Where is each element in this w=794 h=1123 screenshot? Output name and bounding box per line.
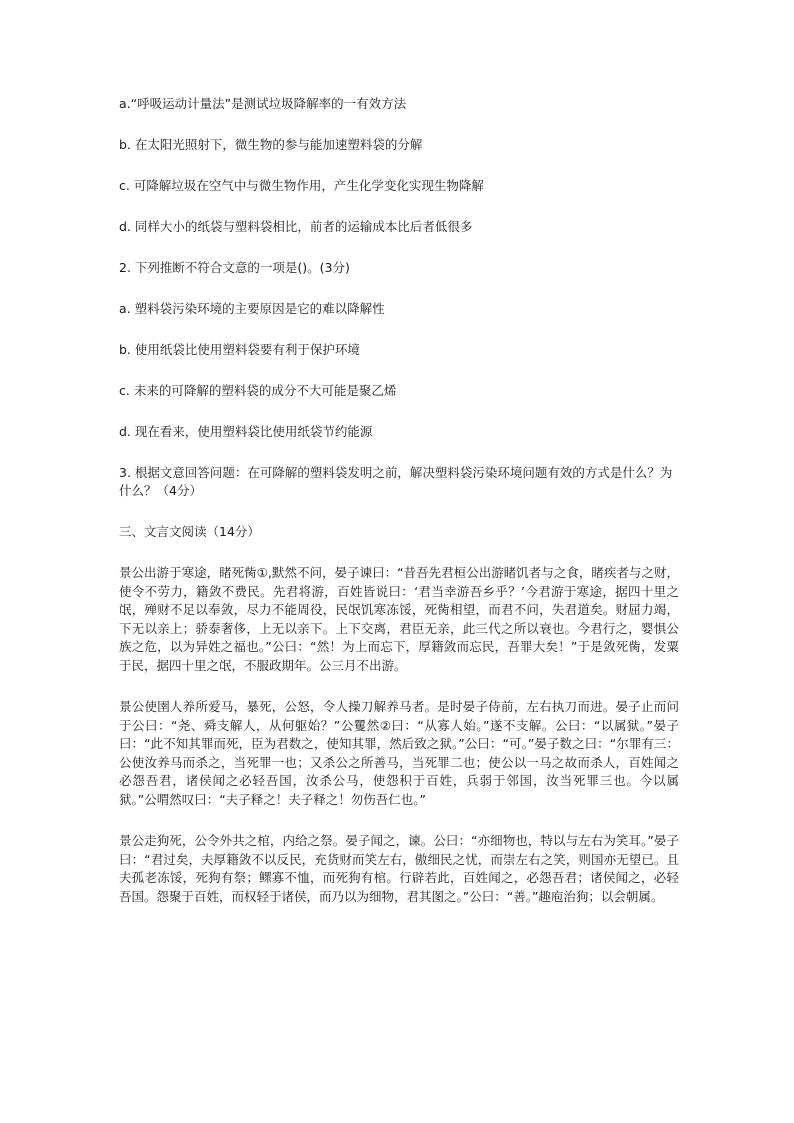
q3-stem: 3. 根据文意回答问题：在可降解的塑料袋发明之前，解决塑料袋污染环境问题有效的方式是什么？为什么？（4分） [119,465,673,498]
q2-option-b: b. 使用纸袋比使用塑料袋要有利于保护环境 [119,342,360,357]
document-page [119,95,679,929]
q2-option-d: d. 现在看来，使用塑料袋比使用纸袋节约能源 [119,424,373,439]
passage-3: 景公走狗死，公令外共之棺，内给之祭。晏子闻之，谏。公曰：“亦细物也，特以与左右为笑耳。”晏子曰：“君过矣，夫厚籍敛不以反民，充货财而笑左右，傲细民之忧，而崇左右之笑，则国亦无望已。且夫孤老冻馁，死狗有祭；鳏寡不恤，而死狗有棺。行辟若此，百姓闻之，必怨吾君；诸侯闻之，必轻吾国。怨聚于百姓，而权轻于诸侯，而乃以为细物，君其图之。”公曰：“善。”趣庖治狗；以会朝属。 [119,833,679,904]
q1-option-d: d. 同样大小的纸袋与塑料袋相比，前者的运输成本比后者低很多 [119,219,473,234]
q1-option-b: b. 在太阳光照射下，微生物的参与能加速塑料袋的分解 [119,137,423,152]
passage-2: 景公使圉人养所爱马，暴死，公怒，令人操刀解养马者。是时晏子侍前，左右执刀而进。晏子止而问于公曰：“尧、舜支解人，从何躯始？”公矍然②曰：“从寡人始。”遂不支解。公曰：“以属狱。”晏子曰：“此不知其罪而死，臣为君数之，使知其罪，然后致之狱。”公曰：“可。”晏子数之曰：“尔罪有三：公使汝养马而杀之，当死罪一也；又杀公之所善马，当死罪二也；使公以一马之故而杀人，百姓闻之必怨吾君，诸侯闻之必轻吾国，汝杀公马，使怨积于百姓，兵弱于邻国，汝当死罪三也。今以属狱。”公喟然叹曰：“夫子释之！夫子释之！勿伤吾仁也。” [119,699,679,807]
section-title: 三、文言文阅读（14分） [119,524,260,539]
q1-option-c: c. 可降解垃圾在空气中与微生物作用，产生化学变化实现生物降解 [119,178,484,193]
q2-stem: 2. 下列推断不符合文意的一项是()。(3分) [119,260,350,275]
q2-option-a: a. 塑料袋污染环境的主要原因是它的难以降解性 [119,301,385,316]
q2-option-c: c. 未来的可降解的塑料袋的成分不大可能是聚乙烯 [119,383,397,398]
q1-option-a: a.“呼吸运动计量法”是测试垃圾降解率的一有效方法 [119,96,407,111]
passage-1: 景公出游于寒途，睹死胔①,默然不问，晏子谏曰：“昔吾先君桓公出游睹饥者与之食，睹疾者与之财，使令不劳力，籍敛不费民。先君将游，百姓皆说曰：‘君当幸游吾乡乎？’今君游于寒途，据四十里之氓，殚财不足以奉敛，尽力不能周役，民氓饥寒冻馁，死胔相望，而君不问，失君道矣。财屈力竭，下无以亲上；骄泰奢侈，上无以亲下。上下交离，君臣无亲，此三代之所以衰也。今君行之，婴惧公族之危，以为异姓之福也。”公曰：“然！为上而忘下，厚籍敛而忘民，吾罪大矣！”于是敛死胔，发粟于民，据四十里之氓，不服政期年。公三月不出游。 [119,565,679,673]
